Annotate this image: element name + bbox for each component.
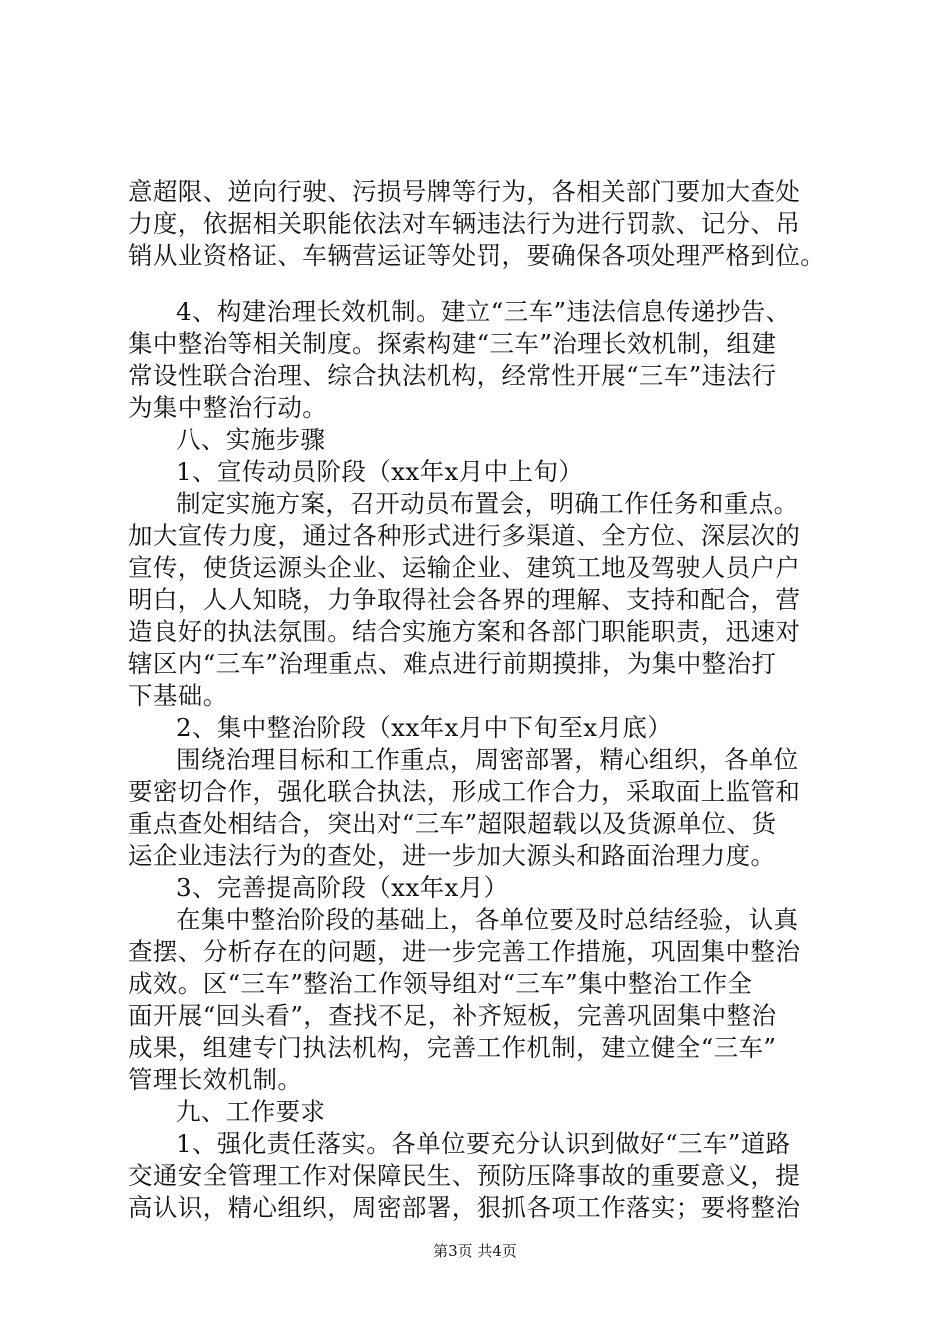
text-line: 销从业资格证、车辆营运证等处罚，要确保各项处理严格到位。: [128, 241, 826, 270]
text-line: 集中整治等相关制度。探索构建“三车”治理长效机制，组建: [128, 329, 777, 358]
text-line: 运企业违法行为的查处，进一步加大源头和路面治理力度。: [128, 841, 776, 870]
text-line: 意超限、逆向行驶、污损号牌等行为，各相关部门要加大查处: [128, 177, 801, 206]
text-line: 查摆、分析存在的问题，进一步完善工作措施，巩固集中整治: [128, 937, 801, 966]
text-line: 造良好的执法氛围。结合实施方案和各部门职能职责，迅速对: [128, 617, 801, 646]
subsection-heading: 1、宣传动员阶段（xx年x月中上旬）: [176, 457, 584, 486]
text-line: 高认识，精心组织，周密部署，狠抓各项工作落实；要将整治: [128, 1193, 801, 1222]
text-line: 明白，人人知晓，力争取得社会各界的理解、支持和配合，营: [128, 585, 801, 614]
text-line: 为集中整治行动。: [128, 393, 328, 422]
text-line: 宣传，使货运源头企业、运输企业、建筑工地及驾驶人员户户: [128, 553, 801, 582]
text-line: 重点查处相结合，突出对“三车”超限超载以及货源单位、货: [128, 809, 777, 838]
text-line: 力度，依据相关职能依法对车辆违法行为进行罚款、记分、吊: [128, 209, 801, 238]
text-line: 下基础。: [128, 681, 228, 710]
text-line: 加大宣传力度，通过各种形式进行多渠道、全方位、深层次的: [128, 521, 801, 550]
subsection-heading: 3、完善提高阶段（xx年x月）: [176, 873, 509, 902]
section-heading: 九、工作要求: [176, 1097, 326, 1126]
page-footer: 第3页 共4页: [433, 1242, 517, 1260]
text-line: 1、强化责任落实。各单位要充分认识到做好“三车”道路: [176, 1129, 791, 1158]
text-line: 成果，组建专门执法机构，完善工作机制，建立健全“三车”: [128, 1033, 777, 1062]
text-line: 面开展“回头看”，查找不足，补齐短板，完善巩固集中整治: [128, 1001, 777, 1030]
text-line: 4、构建治理长效机制。建立“三车”违法信息传递抄告、: [176, 297, 791, 326]
text-line: 管理长效机制。: [128, 1065, 303, 1094]
text-line: 制定实施方案，召开动员布置会，明确工作任务和重点。: [176, 489, 799, 518]
text-line: 在集中整治阶段的基础上，各单位要及时总结经验，认真: [176, 905, 799, 934]
text-line: 常设性联合治理、综合执法机构，经常性开展“三车”违法行: [128, 361, 777, 390]
text-line: 成效。区“三车”整治工作领导组对“三车”集中整治工作全: [128, 969, 753, 998]
subsection-heading: 2、集中整治阶段（xx年x月中下旬至x月底）: [176, 713, 673, 742]
text-line: 要密切合作，强化联合执法，形成工作合力，采取面上监管和: [128, 777, 801, 806]
section-heading: 八、实施步骤: [176, 425, 326, 454]
text-line: 交通安全管理工作对保障民生、预防压降事故的重要意义，提: [128, 1161, 801, 1190]
text-line: 围绕治理目标和工作重点，周密部署，精心组织，各单位: [176, 745, 799, 774]
text-line: 辖区内“三车”治理重点、难点进行前期摸排，为集中整治打: [128, 649, 777, 678]
